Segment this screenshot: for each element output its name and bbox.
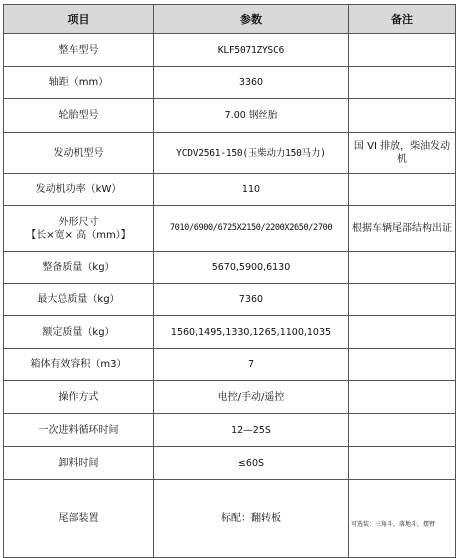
- table-row: [4, 67, 456, 99]
- row-item: 发动机型号: [4, 133, 154, 174]
- row-item: 操作方式: [4, 381, 154, 414]
- row-item-line2: 【长×宽× 高（mm）】: [26, 229, 131, 241]
- row-param: KLF5071ZYSC6: [154, 34, 349, 67]
- row-item: 整备质量（kg）: [4, 252, 154, 284]
- table-row: [4, 99, 456, 133]
- row-param: 电控/手动/遥控: [154, 381, 349, 414]
- row-item: 一次进料循环时间: [4, 414, 154, 447]
- table-row: [4, 133, 456, 174]
- spec-table: [3, 4, 456, 558]
- row-note: 根据车辆尾部结构出证: [349, 206, 456, 252]
- table-row: [4, 252, 456, 284]
- table-row: [4, 447, 456, 480]
- row-note: [349, 252, 456, 284]
- row-note: [349, 99, 456, 133]
- row-item: 尾部装置: [4, 480, 154, 558]
- row-note: [349, 381, 456, 414]
- row-param: 1560,1495,1330,1265,1100,1035: [154, 316, 349, 349]
- row-param: 7: [154, 349, 349, 381]
- row-item: [4, 206, 154, 252]
- row-item: 卸料时间: [4, 447, 154, 480]
- row-param: 3360: [154, 67, 349, 99]
- row-param: 110: [154, 174, 349, 206]
- row-note: [349, 447, 456, 480]
- row-item: 轮胎型号: [4, 99, 154, 133]
- row-param: 标配：翻转板: [154, 480, 349, 558]
- row-param: 5670,5900,6130: [154, 252, 349, 284]
- row-note: [349, 414, 456, 447]
- row-param: ≤60S: [154, 447, 349, 480]
- row-param: 7360: [154, 284, 349, 316]
- table-row: [4, 206, 456, 252]
- header-item: 项目: [4, 5, 154, 34]
- table-row: [4, 34, 456, 67]
- row-item: 额定质量（kg）: [4, 316, 154, 349]
- header-note: 备注: [349, 5, 456, 34]
- row-item: 轴距（mm）: [4, 67, 154, 99]
- row-note: [349, 174, 456, 206]
- row-item: 最大总质量（kg）: [4, 284, 154, 316]
- table-row: [4, 174, 456, 206]
- row-item: 发动机功率（kW）: [4, 174, 154, 206]
- table-header-row: [4, 5, 456, 34]
- row-item: 整车型号: [4, 34, 154, 67]
- table-row: [4, 414, 456, 447]
- row-note: [349, 284, 456, 316]
- table-row: [4, 381, 456, 414]
- row-note: [349, 67, 456, 99]
- table-row: [4, 480, 456, 558]
- row-param: 7010/6900/6725X2150/2200X2650/2700: [154, 206, 349, 252]
- header-param: 参数: [154, 5, 349, 34]
- row-note: 国 VI 排放，柴油发动机: [349, 133, 456, 174]
- table-row: [4, 349, 456, 381]
- row-note: [349, 316, 456, 349]
- row-item-line1: 外形尺寸: [58, 216, 99, 228]
- row-param: 7.00 钢丝胎: [154, 99, 349, 133]
- table-row: [4, 284, 456, 316]
- row-item: 箱体有效容积（m3）: [4, 349, 154, 381]
- row-note: 可选装：三角斗，落地斗，摆臂: [349, 480, 456, 558]
- row-param: YCDV2561-150(玉柴动力150马力): [154, 133, 349, 174]
- table-row: [4, 316, 456, 349]
- row-param: 12—25S: [154, 414, 349, 447]
- row-note: [349, 349, 456, 381]
- row-note: [349, 34, 456, 67]
